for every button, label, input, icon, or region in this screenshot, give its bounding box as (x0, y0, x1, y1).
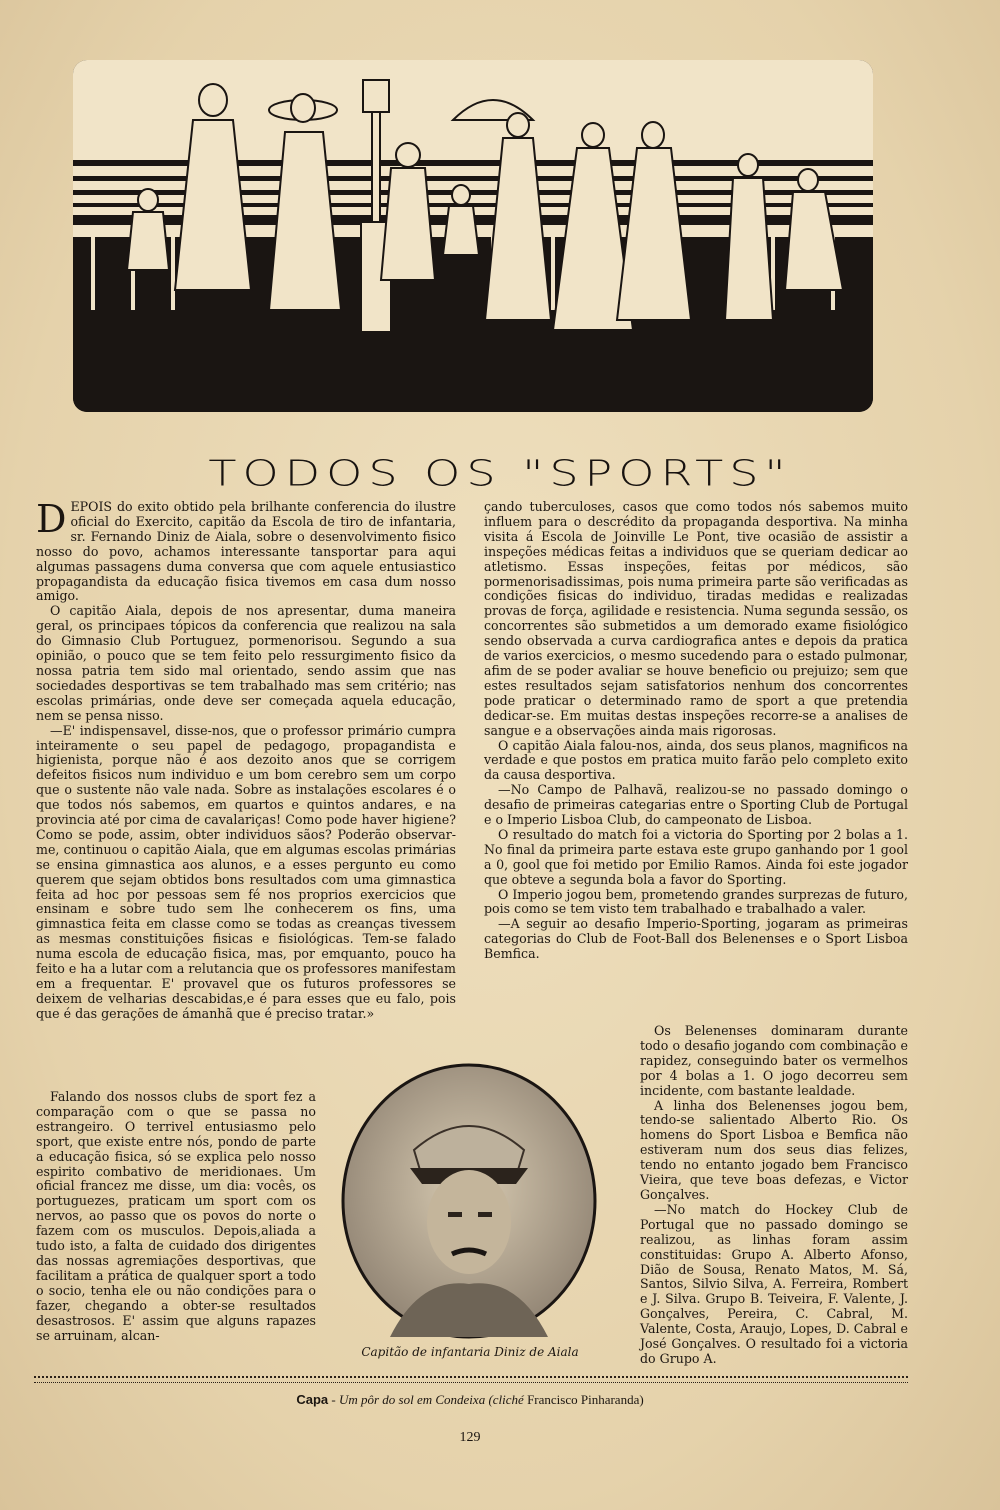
paragraph-r2: O capitão Aiala falou-nos, ainda, dos seus planos, magnificos na verdade e que postos em pratica muito farão pelo completo exito da causa desportiva. (484, 737, 908, 783)
paragraph-r8: A linha dos Belenenses jogou bem, tendo-se salientado Alberto Rio. Os homens do Sport Lisboa e Bemfica não estiveram num dos seus dias felizes, tendo no entanto jogado bem Francisco Vieira, que teve boas defezas, e Victor Gonçalves. (640, 1097, 908, 1202)
left-narrow-column (36, 1090, 316, 1343)
paragraph-r9: —No match do Hockey Club de Portugal que no passado domingo se realizou, as linhas foram assim constituidas: Grupo A. Alberto Afonso, Dião de Sousa, Renato Matos, M. Sá, Santos, Silvio Silva, A. Ferreira, Rombert e J. Silva. Grupo B. Teiveira, F. Valente, J. Gonçalves, Pereira, C. Cabral, M. Valente, Costa, Araujo, Lopes, D. Cabral e José Gonçalves. O resultado foi a victoria do Grupo A. (640, 1201, 908, 1366)
right-column (484, 500, 908, 962)
paragraph-4: Falando dos nossos clubs de sport fez a comparação com o que se passa no estrangeiro. O terrivel entusiasmo pelo sport, que existe entre nós, pondo de parte a educação fisica, só se explica pelo nosso espirito combativo de meridionaes. Um oficial francez me disse, um dia: vocês, os portuguezes, praticam um sport com os nervos, ao passo que os povos do norte o fazem com os musculos. Depois,aliada a tudo isto, a falta de cuidado dos dirigentes das nossas agremiações desportivas, que facilitam a prática de qualquer sport a todo o socio, tenha ele ou não condições para o fazer, chegando a obter-se resultados desastrosos. E' assim que alguns rapazes se arruinam, alcan- (36, 1089, 316, 1343)
paragraph-r4: O resultado do match foi a victoria do Sporting por 2 bolas a 1. No final da primeira parte estava este grupo ganhando por 1 gool a 0, gool que foi metido por Emilio Ramos. Ainda foi este jogador que obteve a segunda bola a favor do Sporting. (484, 826, 908, 887)
right-narrow-column (640, 1024, 908, 1367)
cover-credit: Francisco Pinharanda) (527, 1392, 644, 1407)
cover-text: - Um pôr do sol em Condeixa (cliché (331, 1392, 524, 1407)
dropcap: D (36, 497, 67, 541)
paragraph-3: —E' indispensavel, disse-nos, que o professor primário cumpra inteiramente o seu papel de pedagogo, propagandista e higienista, porque não é aos dezoito anos que se corrigem defeitos fisicos num individuo e um bom cerebro sem um corpo que o sustente não vale nada. Sobre as instalações escolares é o que todos nós sabemos, em quartos e quintos andares, e na provincia até por cima de cavalariças! Como pode haver higiene? Como se pode, assim, obter individuos sãos? Poderão observar-me, continuou o capitão Aiala, que em algumas escolas primárias se ensina gimnastica aos alunos, e a esses pergunto eu como querem que sejam obtidos bons resultados com uma gimnastica feita ad hoc por pessoas sem fé nos proprios exercicios que ensinam e sobre tudo sem lhe conhecerem os fins, uma gimnastica feita em classe como se todas as creanças tivessem as mesmas constituições fisicas e fisiológicas. Tem-se falado numa escola de educação fisica, mas, por emquanto, pouco ha feito e ha a lutar com a relutancia que os professores manifestam em a frequentar. E' provavel que os futuros professores se deixem de velharias descabidas,e é para esses que eu falo, pois que é das gerações de ámanhã que é preciso tratar.» (36, 722, 456, 1021)
article-title: TODOS OS "SPORTS" (208, 451, 792, 495)
dotted-divider (34, 1376, 908, 1383)
captain-portrait (340, 1062, 598, 1340)
illustration-art (73, 60, 873, 412)
cover-label: Capa (296, 1392, 329, 1407)
paragraph-2: O capitão Aiala, depois de nos apresentar, duma maneira geral, os principaes tópicos da conferencia que realizou na sala do Gimnasio Club Portuguez, pormenorisou. Segundo a sua opinião, o pouco que se tem feito pelo ressurgimento fisico da nossa patria tem sido mal orientado, sendo assim que nas sociedades desportivas se tem trabalhado mas sem critério; nas escolas primárias, onde deve ser começada aquela educação, nem se pensa nisso. (36, 603, 456, 723)
paragraph-r6: —A seguir ao desafio Imperio-Sporting, jogaram as primeiras categorias do Club de Foot-Ball dos Belenenses e o Sport Lisboa Bemfica. (484, 916, 908, 962)
paragraph-r1: çando tuberculoses, casos que como todos nós sabemos muito influem para o descrédito da propaganda desportiva. Na minha visita á Escola de Joinville Le Pont, tive ocasião de assistir a inspeções médicas feitas a individuos que se queriam dedicar ao atletismo. Essas inspeções, feitas por médicos, são pormenorisadissimas, pois numa primeira parte são verificadas as condições fisicas do individuo, tiradas medidas e realizadas provas de força, agilidade e resistencia. Numa segunda sessão, os concorrentes são submetidos a um demorado exame fisiológico sendo observada a curva cardiografica antes e depois da pratica de varios exercicios, o mesmo sucedendo para o estado pulmonar, afim de se poder avaliar se houve beneficio ou prejuizo; sem que estes resultados sejam satisfatorios nenhum dos concorrentes pode praticar o determinado ramo de sport a que pretendia dedicar-se. Em muitas destas inspeções recorre-se a analises de sangue e a observações ainda mais rigorosas. (484, 499, 908, 738)
left-column (36, 497, 456, 1022)
paragraph-r5: O Imperio jogou bem, prometendo grandes surprezas de futuro, pois como se tem visto tem trabalhado e trabalhado a valer. (484, 886, 908, 917)
paragraph-1 (36, 497, 456, 604)
page-number: 129 (459, 1430, 481, 1445)
paragraph-r3: —No Campo de Palhavã, realizou-se no passado domingo o desafio de primeiras categarias entre o Sporting Club de Portugal e o Imperio Lisboa Club, do campeonato de Lisboa. (484, 782, 908, 828)
paragraph-1-text: EPOIS do exito obtido pela brilhante conferencia do ilustre oficial do Exercito, capitão da Escola de tiro de infantaria, sr. Fernando Diniz de Aiala, sobre o desenvolvimento fisico nosso do povo, achamos interessante tansportar para aqui algumas passagens duma conversa que com aquele entusiastico propagandista da educação fisica tivemos em casa dum nosso amigo. (36, 499, 456, 604)
portrait-photo (340, 1062, 598, 1340)
paragraph-r7: Os Belenenses dominaram durante todo o desafio jogando com combinação e rapidez, conseguindo bater os vermelhos por 4 bolas a 1. O jogo decorreu sem incidente, com bastante lealdade. (640, 1023, 908, 1098)
cover-note (0, 1392, 940, 1408)
portrait-caption: Capitão de infantaria Diniz de Aiala (361, 1345, 579, 1359)
beach-promenade-illustration (73, 60, 873, 412)
